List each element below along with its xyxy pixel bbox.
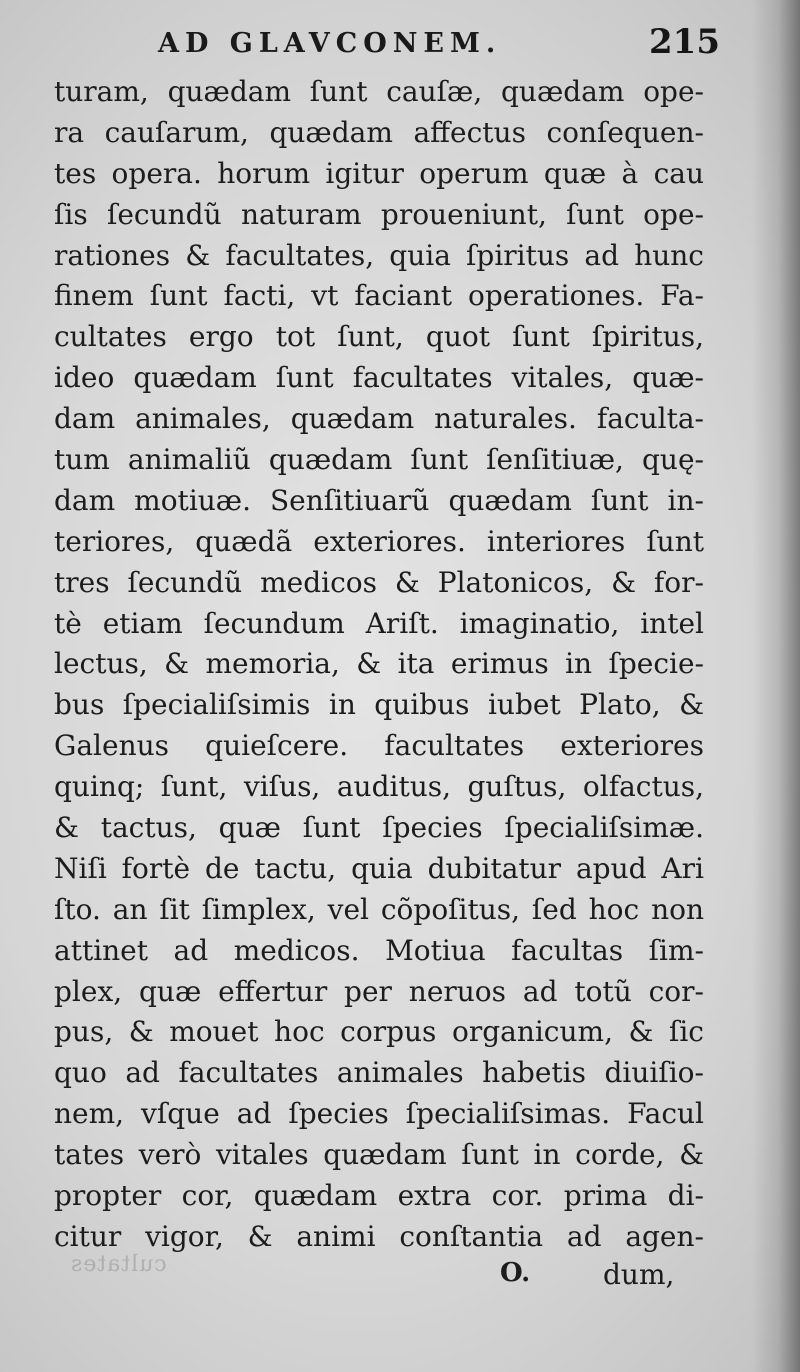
page-number: 215 [649,22,720,62]
signature-mark: O. [500,1258,531,1288]
text-line: lectus, & memoria, & ita erimus in ſpecie- [54,647,704,681]
text-line: finem ſunt facti, vt faciant operationes. Fa- [54,279,704,313]
text-line: & tactus, quæ ſunt ſpecies ſpecialiſsimæ. [54,811,704,845]
text-line: dam motiuæ. Senſitiuarũ quædam ſunt in- [54,483,704,517]
text-line: turam, quædam ſunt cauſæ, quædam ope- [54,75,704,108]
body-text [54,72,704,1258]
text-line: ideo quædam ſunt facultates vitales, quæ- [54,361,704,395]
text-line: quinq; ſunt, viſus, auditus, guſtus, olfactus, [54,770,704,804]
text-line: attinet ad medicos. Motiua facultas ſim- [54,933,704,967]
text-line: quo ad facultates animales habetis diuiſio- [54,1056,704,1090]
text-line: ſis ſecundũ naturam proueniunt, ſunt ope- [54,197,704,231]
text-line: tres ſecundũ medicos & Platonicos, & for- [54,565,704,599]
show-through-text: cultates [70,1252,167,1277]
text-line: Niſi fortè de tactu, quia dubitatur apud Ari [54,851,704,885]
running-head: AD GLAVCONEM. [158,28,502,59]
text-line: rationes & facultates, quia ſpiritus ad hunc [54,238,704,272]
text-line: tum animaliũ quædam ſunt ſenſitiuæ, quę- [54,443,704,477]
text-line: nem, vſque ad ſpecies ſpecialiſsimas. Facul [54,1097,704,1131]
text-line: ſto. an ſit ſimplex, vel cõpoſitus, ſed hoc non [54,892,704,926]
catchword: dum, [603,1258,675,1291]
text-line: dam animales, quædam naturales. faculta- [54,402,704,436]
text-line: cultates ergo tot ſunt, quot ſunt ſpiritus, [54,320,704,354]
text-line: citur vigor, & animi conſtantia ad agen- [54,1219,704,1253]
page-gutter-shadow [752,0,800,1372]
text-line: tes opera. horum igitur operum quæ à cau [54,156,704,190]
text-line: pus, & mouet hoc corpus organicum, & ſic [54,1015,704,1049]
text-line: propter cor, quædam extra cor. prima di- [54,1179,704,1213]
text-line: tè etiam ſecundum Ariſt. imaginatio, intel [54,606,704,640]
text-line: Galenus quieſcere. facultates exteriores [54,729,704,763]
text-line: plex, quæ effertur per neruos ad totũ cor- [54,974,704,1008]
text-line: tates verò vitales quædam ſunt in corde, & [54,1138,704,1172]
text-line: ra cauſarum, quædam affectus conſequen- [54,115,704,149]
page-header [60,22,720,70]
text-line: bus ſpecialiſsimis in quibus iubet Plato, & [54,688,704,722]
text-line: teriores, quædã exteriores. interiores ſunt [54,524,704,558]
